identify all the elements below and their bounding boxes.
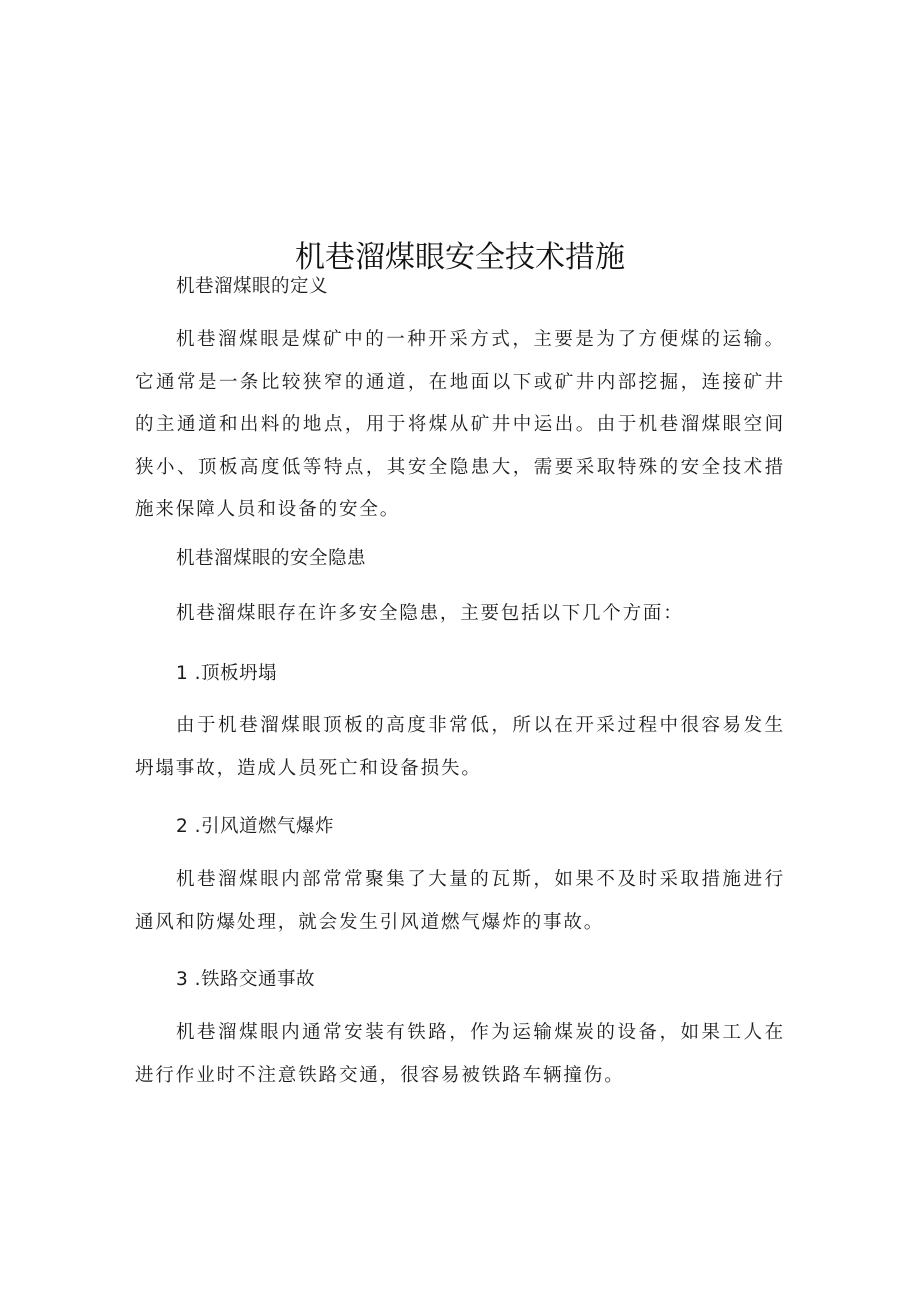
paragraph-hazards-intro: 机巷溜煤眼存在许多安全隐患，主要包括以下几个方面： [176,603,684,624]
list-item-body-1: 由于机巷溜煤眼顶板的高度非常低，所以在开采过程中很容易发生坍塌事故，造成人员死亡和设备损失。 [135,715,785,779]
list-item-body-2: 机巷溜煤眼内部常常聚集了大量的瓦斯，如果不及时采取措施进行通风和防爆处理，就会发生引风道燃气爆炸的事故。 [135,869,785,933]
document-title: 机巷溜煤眼安全技术措施 [295,240,625,276]
list-item-heading-2: 2 .引风道燃气爆炸 [176,816,335,837]
list-item-heading-1: 1 .顶板坍塌 [176,663,278,684]
list-item-body-3: 机巷溜煤眼内通常安装有铁路，作为运输煤炭的设备，如果工人在进行作业时不注意铁路交通，很容易被铁路车辆撞伤。 [135,1022,785,1086]
paragraph-definition: 机巷溜煤眼是煤矿中的一种开采方式，主要是为了方便煤的运输。它通常是一条比较狭窄的通道，在地面以下或矿井内部挖掘，连接矿井的主通道和出料的地点，用于将煤从矿井中运出。由于机巷溜煤眼空间狭小、顶板高度低等特点，其安全隐患大，需要采取特殊的安全技术措施来保障人员和设备的安全。 [135,329,785,520]
section-heading-definition: 机巷溜煤眼的定义 [176,276,329,297]
list-item-heading-3: 3 .铁路交通事故 [176,969,316,990]
section-heading-hazards: 机巷溜煤眼的安全隐患 [176,548,367,569]
